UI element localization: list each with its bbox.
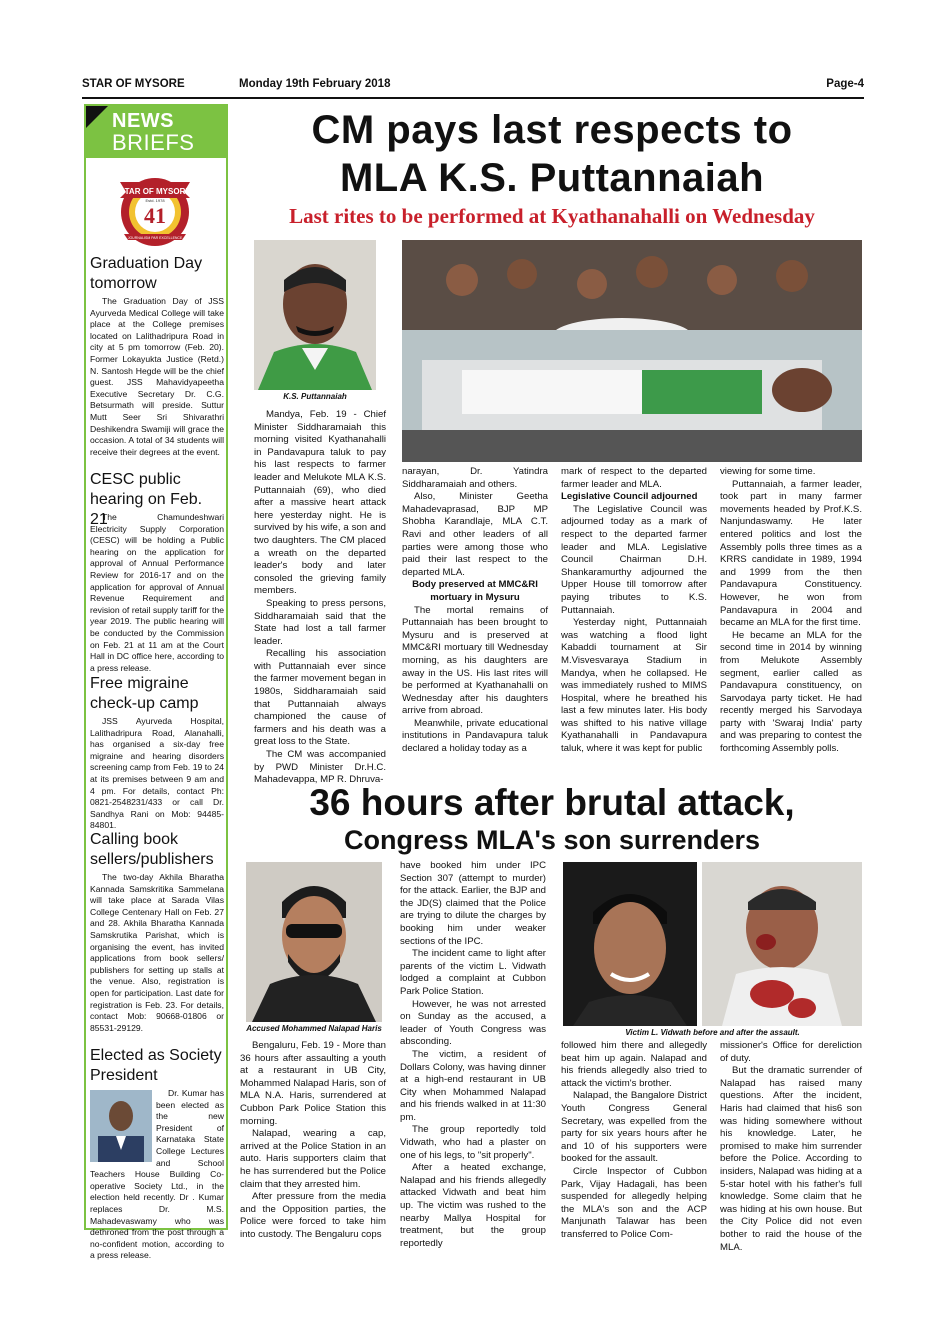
victim-before-photo — [563, 862, 697, 1026]
brief-body-migraine: JSS Ayurveda Hospital, Lalithadripura Road, Alanahalli, has organised a six-day free migraine and hearing disorders screening camp from Feb. 19 to 24 at its premises between 9 am and 4 pm. For details, contact Ph: 0821-2548231/433 or call Dr. Sandhya Rani on Mob: 94485-84801. — [90, 716, 224, 831]
story2-paragraph: followed him there and allegedly beat him up again. Nalapad and his friends allegedly also tried to attack the victim's brother. — [561, 1040, 707, 1089]
puttannaiah-caption: K.S. Puttannaiah — [283, 392, 347, 401]
story1-headline-line2: MLA K.S. Puttannaiah — [339, 156, 765, 200]
story2-column-3 — [561, 1040, 707, 1242]
svg-text:STAR OF MYSORE: STAR OF MYSORE — [119, 187, 191, 196]
story1-paragraph: The mortal remains of Puttannaiah has been brought to Mysuru and is preserved at MMC&RI mortuary till Wednesday morning, as his daughters are away in the US. His last rites will be performed at Kyathanahalli on Wednesday after his daughters arrive from abroad. — [402, 604, 548, 717]
brief-title-society: Elected as Society President — [90, 1047, 222, 1084]
story2-paragraph: The incident came to light after parents of the victim L. Vidwath lodged a complaint at Cubbon Park Police Station. — [400, 948, 546, 997]
brief-body-society-text: Dr. Kumar has been elected as the new President of Karnataka State College Lectures and School Teachers House Building Co-operative Society Ltd., in the election held recently. Dr . Kumar replaces Dr. M.S. Mahadevaswamy who was dethroned from the post through a no-confident motion, according to a press release. — [90, 1088, 224, 1261]
story1-column-2 — [402, 466, 548, 756]
story1-headline-line1: CM pays last respects to — [311, 108, 793, 152]
page-header — [82, 78, 864, 96]
story2-paragraph: The group reportedly told Vidwath, who had a plaster on one of his legs, to "sit properly". — [400, 1124, 546, 1161]
story2-paragraph: However, he was not arrested on Sunday as the accused, a leader of Youth Congress was absconding. — [400, 998, 546, 1048]
story2-paragraph: After a heated exchange, Nalapad and his friends allegedly attacked Vidwath and beat him up. The victim was rushed to the nearby Mallya Hospital for treatment, but the group reportedly — [400, 1162, 546, 1249]
briefs-label: BRIEFS — [112, 130, 195, 155]
accused-photo — [246, 862, 382, 1022]
story2-paragraph: Nalapad, the Bangalore District Youth Congress General Secretary, was expelled from the party for six years hours after he and 10 of his supporters were booked for the assault. — [561, 1090, 707, 1165]
victim-after-photo — [702, 862, 862, 1026]
story1-column-4 — [720, 466, 862, 756]
brief-title-cesc: CESC public hearing on Feb. 21 — [90, 471, 203, 528]
story2-paragraph: have booked him under IPC Section 307 (attempt to murder) for the attack. Earlier, the BJP and the JD(S) claimed that the Police are trying to dilute the charges by booking him under weaker sections of the IPC. — [400, 860, 546, 947]
story1-paragraph: Speaking to press persons, Siddharamaiah said that the State had lost a tall farmer leader. — [254, 597, 386, 647]
story2-paragraph: But the dramatic surrender of Nalapad has raised many questions. After the incident, Haris had claimed that his6 son was hiding somewhere without his knowledge. Later, he promised to make him surrender before the Police. According to insiders, Nalapad was hiding at a 5-star hotel with his father's full knowledge. Some claim that he was hiding at his own house. But the City Police did not even bother to raid the house of the MLA. — [720, 1065, 862, 1253]
story2-column-2 — [400, 860, 546, 1250]
story2-column-1 — [240, 1040, 386, 1242]
story2-subhead: Congress MLA's son surrenders — [343, 825, 761, 855]
story2-paragraph: The victim, a resident of Dollars Colony, was having dinner at a high-end restaurant in UB City when Mohammed Nalapad and his friends walked in at 11:30 pm. — [400, 1048, 546, 1123]
funeral-photo — [402, 240, 862, 462]
issue-date: Monday 19th February 2018 — [239, 78, 391, 90]
story1-paragraph: He became an MLA for the second time in 2014 by winning from Melukote Assembly segment, earlier called as Pandavapura constituency, on Sarvodaya party ticket. He had recently merged his Sarvodaya party with 'Swaraj India' party and was preparing to contest the forthcoming Assembly polls. — [720, 629, 862, 755]
anniversary-logo — [112, 168, 198, 250]
story1-paragraph: narayan, Dr. Yatindra Siddharamaiah and others. — [402, 466, 548, 490]
story2-paragraph: Circle Inspector of Cubbon Park, Vijay Hadagali, has been suspended for allegedly helping the MLA's son and the ACP Manjunath Talawar has been transferred to Police Com- — [561, 1165, 707, 1240]
brief-title-migraine: Free migraine check-up camp — [90, 675, 199, 712]
puttannaiah-photo — [254, 240, 376, 390]
story2-column-4 — [720, 1040, 862, 1254]
brief-title-graduation: Graduation Day tomorrow — [90, 255, 203, 292]
brief-title-books: Calling book sellers/publishers — [90, 831, 214, 868]
svg-text:JOURNALISM PAR EXCELLENCE: JOURNALISM PAR EXCELLENCE — [127, 236, 183, 240]
story1-paragraph: Mandya, Feb. 19 - Chief Minister Siddharamaiah this morning visited Kyathanahalli in Pandavapura taluk to pay his last respects to farmer leader and Melukote MLA K.S. Puttannaiah (69), who died after a massive heart attack here yesterday night. He is survived by his wife, a son and two daughters. The CM placed a wreath on the departed leader's body and later consoled the grieving family members. — [254, 409, 386, 597]
banner-corner — [86, 106, 108, 128]
story1-paragraph: Meanwhile, private educational institutions in Pandavapura taluk declared a holiday today as a — [402, 717, 548, 755]
story1-paragraph: Yesterday night, Puttannaiah was watching a flood light Kabaddi tournament at Sir M.Visvesvaraya Stadium in Mandya, when he collapsed. He was immediately rushed to MIMS Hospital, where he breathed his last a few minutes later. His body was shifted to his native village Kyathanahalli in Pandavapura taluk, where it was kept for public — [561, 617, 707, 755]
accused-caption: Accused Mohammed Nalapad Haris — [246, 1024, 382, 1033]
story1-headline — [240, 106, 864, 202]
story1-paragraph: mark of respect to the departed farmer leader and MLA. — [561, 466, 707, 490]
svg-text:Estd. 1978: Estd. 1978 — [145, 198, 165, 203]
brief-body-cesc: The Chamundeshwari Electricity Supply Corporation (CESC) will be holding a Public hearing on the application for approval of Annual Performance Review for 2016-17 and on the application for approval of Annual Revenue Requirement and revision of retail supply tariff for the year 2019. The public hearing will be conducted by the Commission on Feb. 21 at 11 am at the Court Hall in DC office here, according to a press release. — [90, 512, 224, 673]
news-label: NEWS — [112, 110, 174, 132]
victim-caption: Victim L. Vidwath before and after the assault. — [625, 1028, 800, 1037]
brief-body-society — [90, 1088, 224, 1262]
story1-subhead: Last rites to be performed at Kyathanahalli on Wednesday — [289, 204, 815, 228]
paper-name: STAR OF MYSORE — [82, 78, 185, 90]
story1-paragraph: Puttannaiah, a farmer leader, took part in many farmer movements headed by Prof.K.S. Nanjundaswamy. He later entered politics and lost the Assembly polls three times as a KRRS candidate in 1989, 1994 and 1999 from the then Pandavapura Constituency. However, he won from Pandavapura in 2004 and became an MLA for the first time. — [720, 478, 862, 629]
photo-float-spacer — [90, 1088, 156, 1164]
page-number: Page-4 — [826, 78, 864, 90]
story2-paragraph: missioner's Office for dereliction of duty. — [720, 1040, 862, 1064]
story2-paragraph: After pressure from the media and the Opposition parties, the Police were forced to take him into custody. The Bengaluru cops — [240, 1191, 386, 1240]
story1-column-3 — [561, 466, 707, 756]
story1-paragraph: Also, Minister Geetha Mahadevaprasad, BJP MP Shobha Karandlaje, MLA C.T. Ravi and other leaders of all parties were among those who paid their last respect to the departed MLA. — [402, 491, 548, 578]
story2-headline: 36 hours after brutal attack, — [309, 782, 795, 823]
story1-paragraph: The CM was accompanied by PWD Minister Dr.H.C. Mahadevappa, MP R. Dhruva- — [254, 749, 386, 786]
story2-paragraph: Bengaluru, Feb. 19 - More than 36 hours after assaulting a youth at a restaurant in UB City, Mohammed Nalapad Haris, son of MLA N.A. Haris, surrendered at Cubbon Park Police Station this morning. — [240, 1040, 386, 1127]
brief-body-books: The two-day Akhila Bharatha Kannada Samskritika Sammelana will take place at Sarada Vilas College Centenary Hall on Feb. 27 and 28. Akhila Bharatha Kannada Samskrutika Parishat, which is organising the event, has invited applications from book sellers/ publishers for setting up stalls at the venue. Also, registration is open for participation. Last date for registration is Feb. 23. For details, contact Mob: 90668-01806 or 85531-29129. — [90, 872, 224, 1033]
story1-paragraph: Recalling his association with Puttannaiah ever since the farmer movement began in 1980s, Siddharamaiah said that Puttannaiah always championed the cause of farmers and his death was a great loss to the State. — [254, 648, 386, 748]
brief-body-graduation: The Graduation Day of JSS Ayurveda Medical College will take place at the College premises located on Lalithadripura Road in city at 5 pm tomorrow (Feb. 20). Former Lokayukta Justice (Retd.) N. Santosh Hegde will be the chief guest. JSS Mahavidyapeetha Executive Secretary Dr. C.G. Betsurmath will preside. Suttur Mutt Seer Sri Shivarathri Deshikendra Swamiji will grace the occasion. A total of 34 students will receive their degrees at the event. — [90, 296, 224, 457]
header-rule — [82, 97, 864, 99]
story1-paragraph: viewing for some time. — [720, 466, 816, 477]
story1-crosshead: Body preserved at MMC&RI mortuary in Mysuru — [412, 579, 538, 603]
story1-paragraph: The Legislative Council was adjourned today as a mark of respect to the departed farmer leader and MLA. Legislative Council Chairman D.H. Shankaramurthy adjourned the Upper House till tomorrow after paying tributes to K.S. Puttannaiah. — [561, 503, 707, 616]
story2-paragraph: Nalapad, wearing a cap, arrived at the Police Station in an auto. Haris supporters claim that he has surrendered but the Police claim that they arrested him. — [240, 1128, 386, 1190]
story1-column-1 — [254, 409, 386, 787]
svg-text:41: 41 — [144, 203, 166, 228]
story1-crosshead: Legislative Council adjourned — [561, 491, 698, 503]
